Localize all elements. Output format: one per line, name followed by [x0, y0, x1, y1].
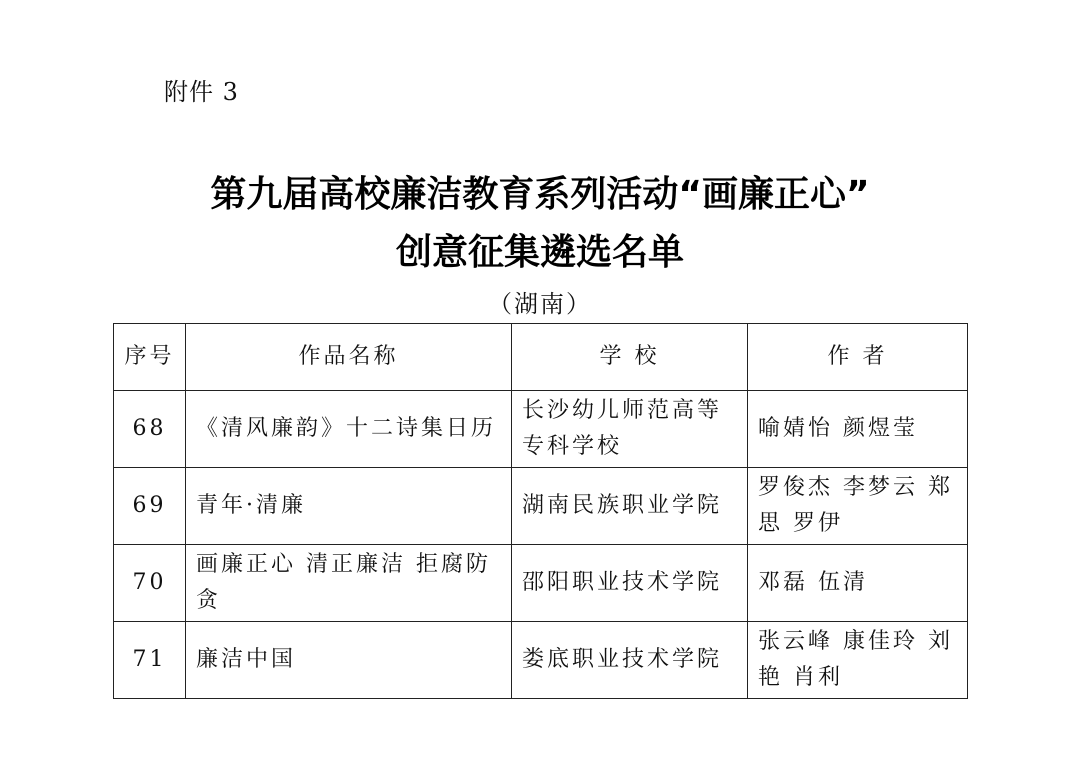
row-number: 68	[114, 391, 186, 468]
document-title-line-1: 第九届高校廉洁教育系列活动“画廉正心”	[210, 174, 870, 215]
row-number: 69	[114, 468, 186, 545]
row-school: 长沙幼儿师范高等专科学校	[512, 391, 748, 468]
row-work-title: 画廉正心 清正廉洁 拒腐防贪	[186, 545, 512, 622]
header-number: 序号	[114, 324, 186, 391]
header-authors: 作 者	[748, 324, 968, 391]
row-authors: 喻婧怡 颜煜莹	[748, 391, 968, 468]
table-header-row	[114, 324, 968, 391]
row-authors: 邓磊 伍清	[748, 545, 968, 622]
region-label: （湖南）	[488, 290, 592, 318]
attachment-label: 附件 3	[164, 78, 239, 106]
row-school: 湖南民族职业学院	[512, 468, 748, 545]
row-school: 娄底职业技术学院	[512, 622, 748, 699]
row-work-title: 《清风廉韵》十二诗集日历	[186, 391, 512, 468]
table-row	[114, 391, 968, 468]
header-work-title: 作品名称	[186, 324, 512, 391]
table-row	[114, 545, 968, 622]
row-authors: 张云峰 康佳玲 刘艳 肖利	[748, 622, 968, 699]
row-authors: 罗俊杰 李梦云 郑思 罗伊	[748, 468, 968, 545]
document-title-line-2: 创意征集遴选名单	[395, 232, 684, 273]
table-row	[114, 622, 968, 699]
selection-table	[113, 323, 968, 699]
row-number: 70	[114, 545, 186, 622]
row-school: 邵阳职业技术学院	[512, 545, 748, 622]
table-row	[114, 468, 968, 545]
header-school: 学 校	[512, 324, 748, 391]
row-number: 71	[114, 622, 186, 699]
row-work-title: 廉洁中国	[186, 622, 512, 699]
row-work-title: 青年·清廉	[186, 468, 512, 545]
